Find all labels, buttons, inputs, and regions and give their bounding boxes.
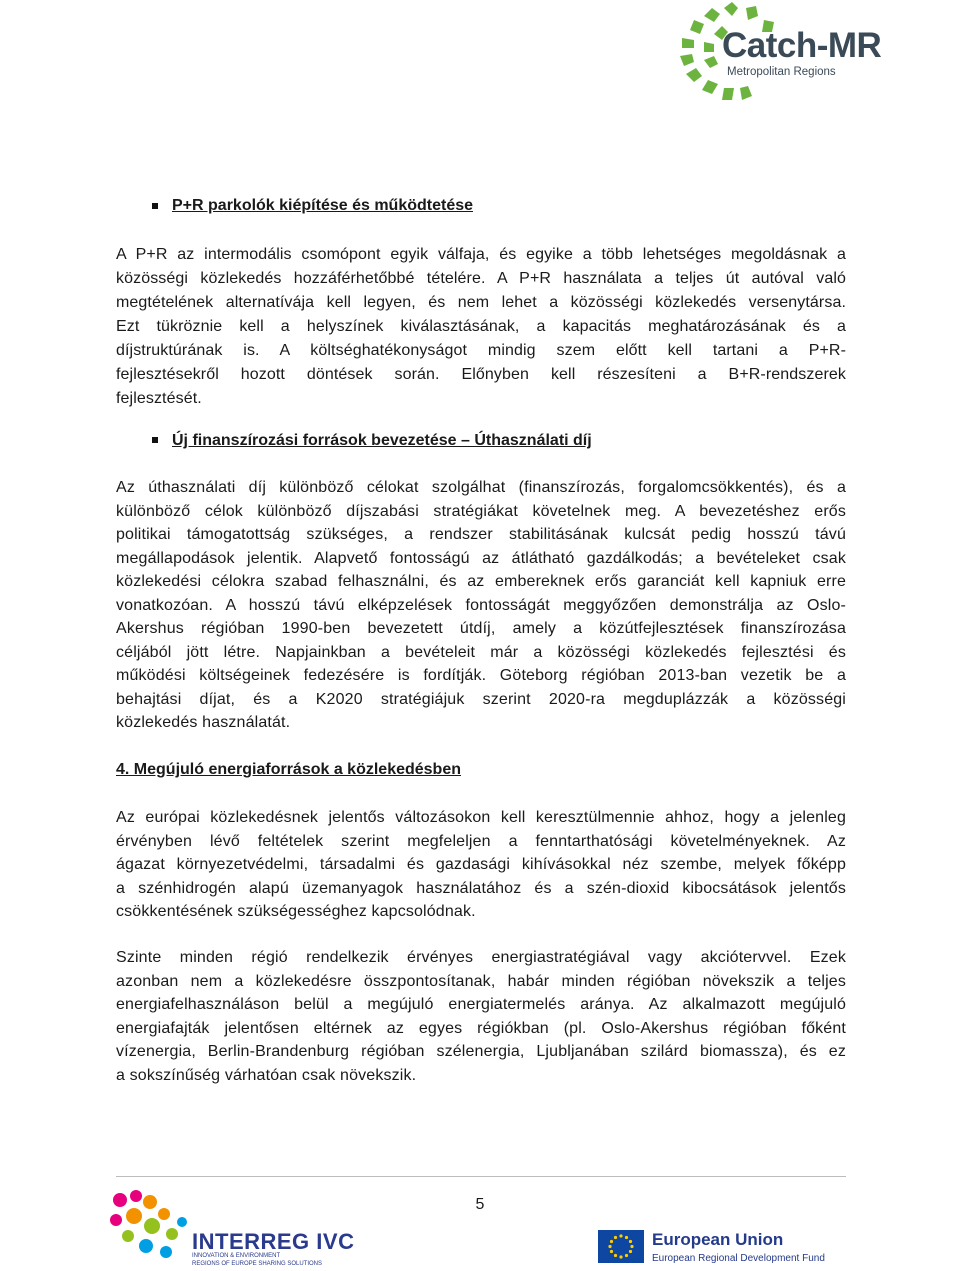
text-line: különböző célok különböző díjszabási stratégiákat követelnek meg. A bevezetéshez erős: [116, 502, 846, 520]
text-line: politikai támogatottság szükséges, a rendszer stabilitásának kulcsát pedig hosszú távú: [116, 526, 846, 543]
pr-heading: P+R parkolók kiépítése és működtetése: [172, 197, 474, 214]
eu-subtitle: European Regional Development Fund: [652, 1253, 825, 1264]
interreg-subtitle-2: REGIONS OF EUROPE SHARING SOLUTIONS: [192, 1261, 323, 1267]
text-line: megállapodások jelentik. Alapvető fontosságú az átlátható gazdálkodás; a bevételeket csak: [116, 549, 846, 567]
eu-flag-icon: [598, 1230, 644, 1263]
text-line: Az úthasználati díj különböző célokat szolgálhat (finanszírozás, forgalomcsökkentés), és a: [116, 479, 846, 496]
text-line: érvényben lévő feltételek szerint megfeleljen a fenntarthatósági követelményeknek. Az: [116, 832, 846, 850]
text-line: közlekedési célokra szabad felhasználni, és az embereknek erős garanciát kell kapniuk erre: [116, 573, 846, 590]
text-line: vízenergia, Berlin-Brandenburg régióban szélenergia, Ljubljanában szilárd biomassza), és ez: [116, 1043, 846, 1060]
text-line: ágazat környezetvédelmi, társadalmi és gazdasági kihívásokkal néz szembe, melyek főképp: [116, 856, 846, 873]
text-line: behajtási díjat, és a K2020 stratégiájuk szerint 2020-ra megduplázzák a közösségi: [116, 690, 846, 708]
page-number: 5: [475, 1196, 485, 1213]
text-line: vonatkozóan. A hosszú távú elképzelések fontosságát meggyőzően demonstrálja az Oslo-: [116, 596, 846, 614]
footer-divider: [116, 1176, 846, 1177]
interreg-subtitle-1: INNOVATION & ENVIRONMENT: [192, 1253, 281, 1259]
text-line: közlekedés használatát.: [116, 714, 291, 731]
text-line: a szénhidrogén alapú üzemanyagok használatához és a szén-dioxid kibocsátások jelentős: [116, 879, 846, 897]
text-line: céljából jött létre. Napjainkban a bevételeit már a közösségi közlekedés fejlesztési és: [116, 643, 846, 661]
bullet-square-icon: [152, 437, 158, 443]
bullet-square-icon: [152, 203, 158, 209]
catch-mr-subtitle: Metropolitan Regions: [727, 66, 836, 78]
text-line: megtételének alternatívája kell legyen, és nem lehet a közösségi közlekedés versenytársa.: [116, 294, 846, 311]
eu-title: European Union: [652, 1230, 784, 1249]
text-line: a sokszínűség várhatóan csak növekszik.: [116, 1066, 417, 1084]
text-line: energiafelhasználáson belül a megújuló energiatermelés aránya. Az alkalmazott megújuló: [116, 996, 846, 1013]
text-line: fejlesztését.: [116, 390, 202, 407]
text-line: Akershus régióban 1990-ben bevezetett útdíj, amely a közútfejlesztések finanszírozása: [116, 620, 846, 637]
text-line: Az európai közlekedésnek jelentős változásokon kell keresztülmennie ahhoz, hogy a jelenleg: [116, 809, 846, 826]
text-line: működési költségeinek fedezésére is fordítják. Göteborg régióban 2013-ban vezetik be a: [116, 667, 846, 684]
text-line: energiafajták jelentősen eltérnek az egyes régiókban (pl. Oslo-Akershus régióban főként: [116, 1019, 846, 1037]
energy-paragraph-1: [116, 806, 846, 924]
text-line: azonban nem a közlekedésre összpontosítanak, habár minden régióban növekszik a teljes: [116, 972, 846, 990]
pr-paragraph: [116, 243, 846, 411]
text-line: közösségi közlekedés hozzáférhetőbbé tételére. A P+R használata a teljes út autóval való: [116, 270, 846, 287]
catch-mr-title: Catch-MR: [722, 26, 882, 65]
finance-paragraph: [116, 476, 846, 735]
text-line: csökkentésének szükségességhez kapcsolódnak.: [116, 903, 476, 920]
text-line: fejlesztésekről hozott döntések során. Előnyben kell részesíteni a B+R-rendszerek: [116, 366, 846, 383]
text-line: díjstruktúrának is. A költséghatékonyságot mindig szem előtt kell tartani a P+R-: [116, 342, 846, 359]
text-line: Ezt tükröznie kell a helyszínek kiválasztásának, a kapacitás meghatározásának és a: [116, 318, 846, 335]
energy-paragraph-2: [116, 946, 846, 1087]
energy-heading: 4. Megújuló energiaforrások a közlekedésben: [116, 761, 461, 778]
text-line: Szinte minden régió rendelkezik érvényes energiastratégiával vagy akciótervvel. Ezek: [116, 949, 846, 966]
text-line: A P+R az intermodális csomópont egyik válfaja, és egyike a több lehetséges megoldásnak a: [116, 246, 846, 263]
finance-heading: Új finanszírozási források bevezetése – Úthasználati díj: [172, 432, 592, 449]
interreg-title: INTERREG IVC: [192, 1229, 355, 1254]
